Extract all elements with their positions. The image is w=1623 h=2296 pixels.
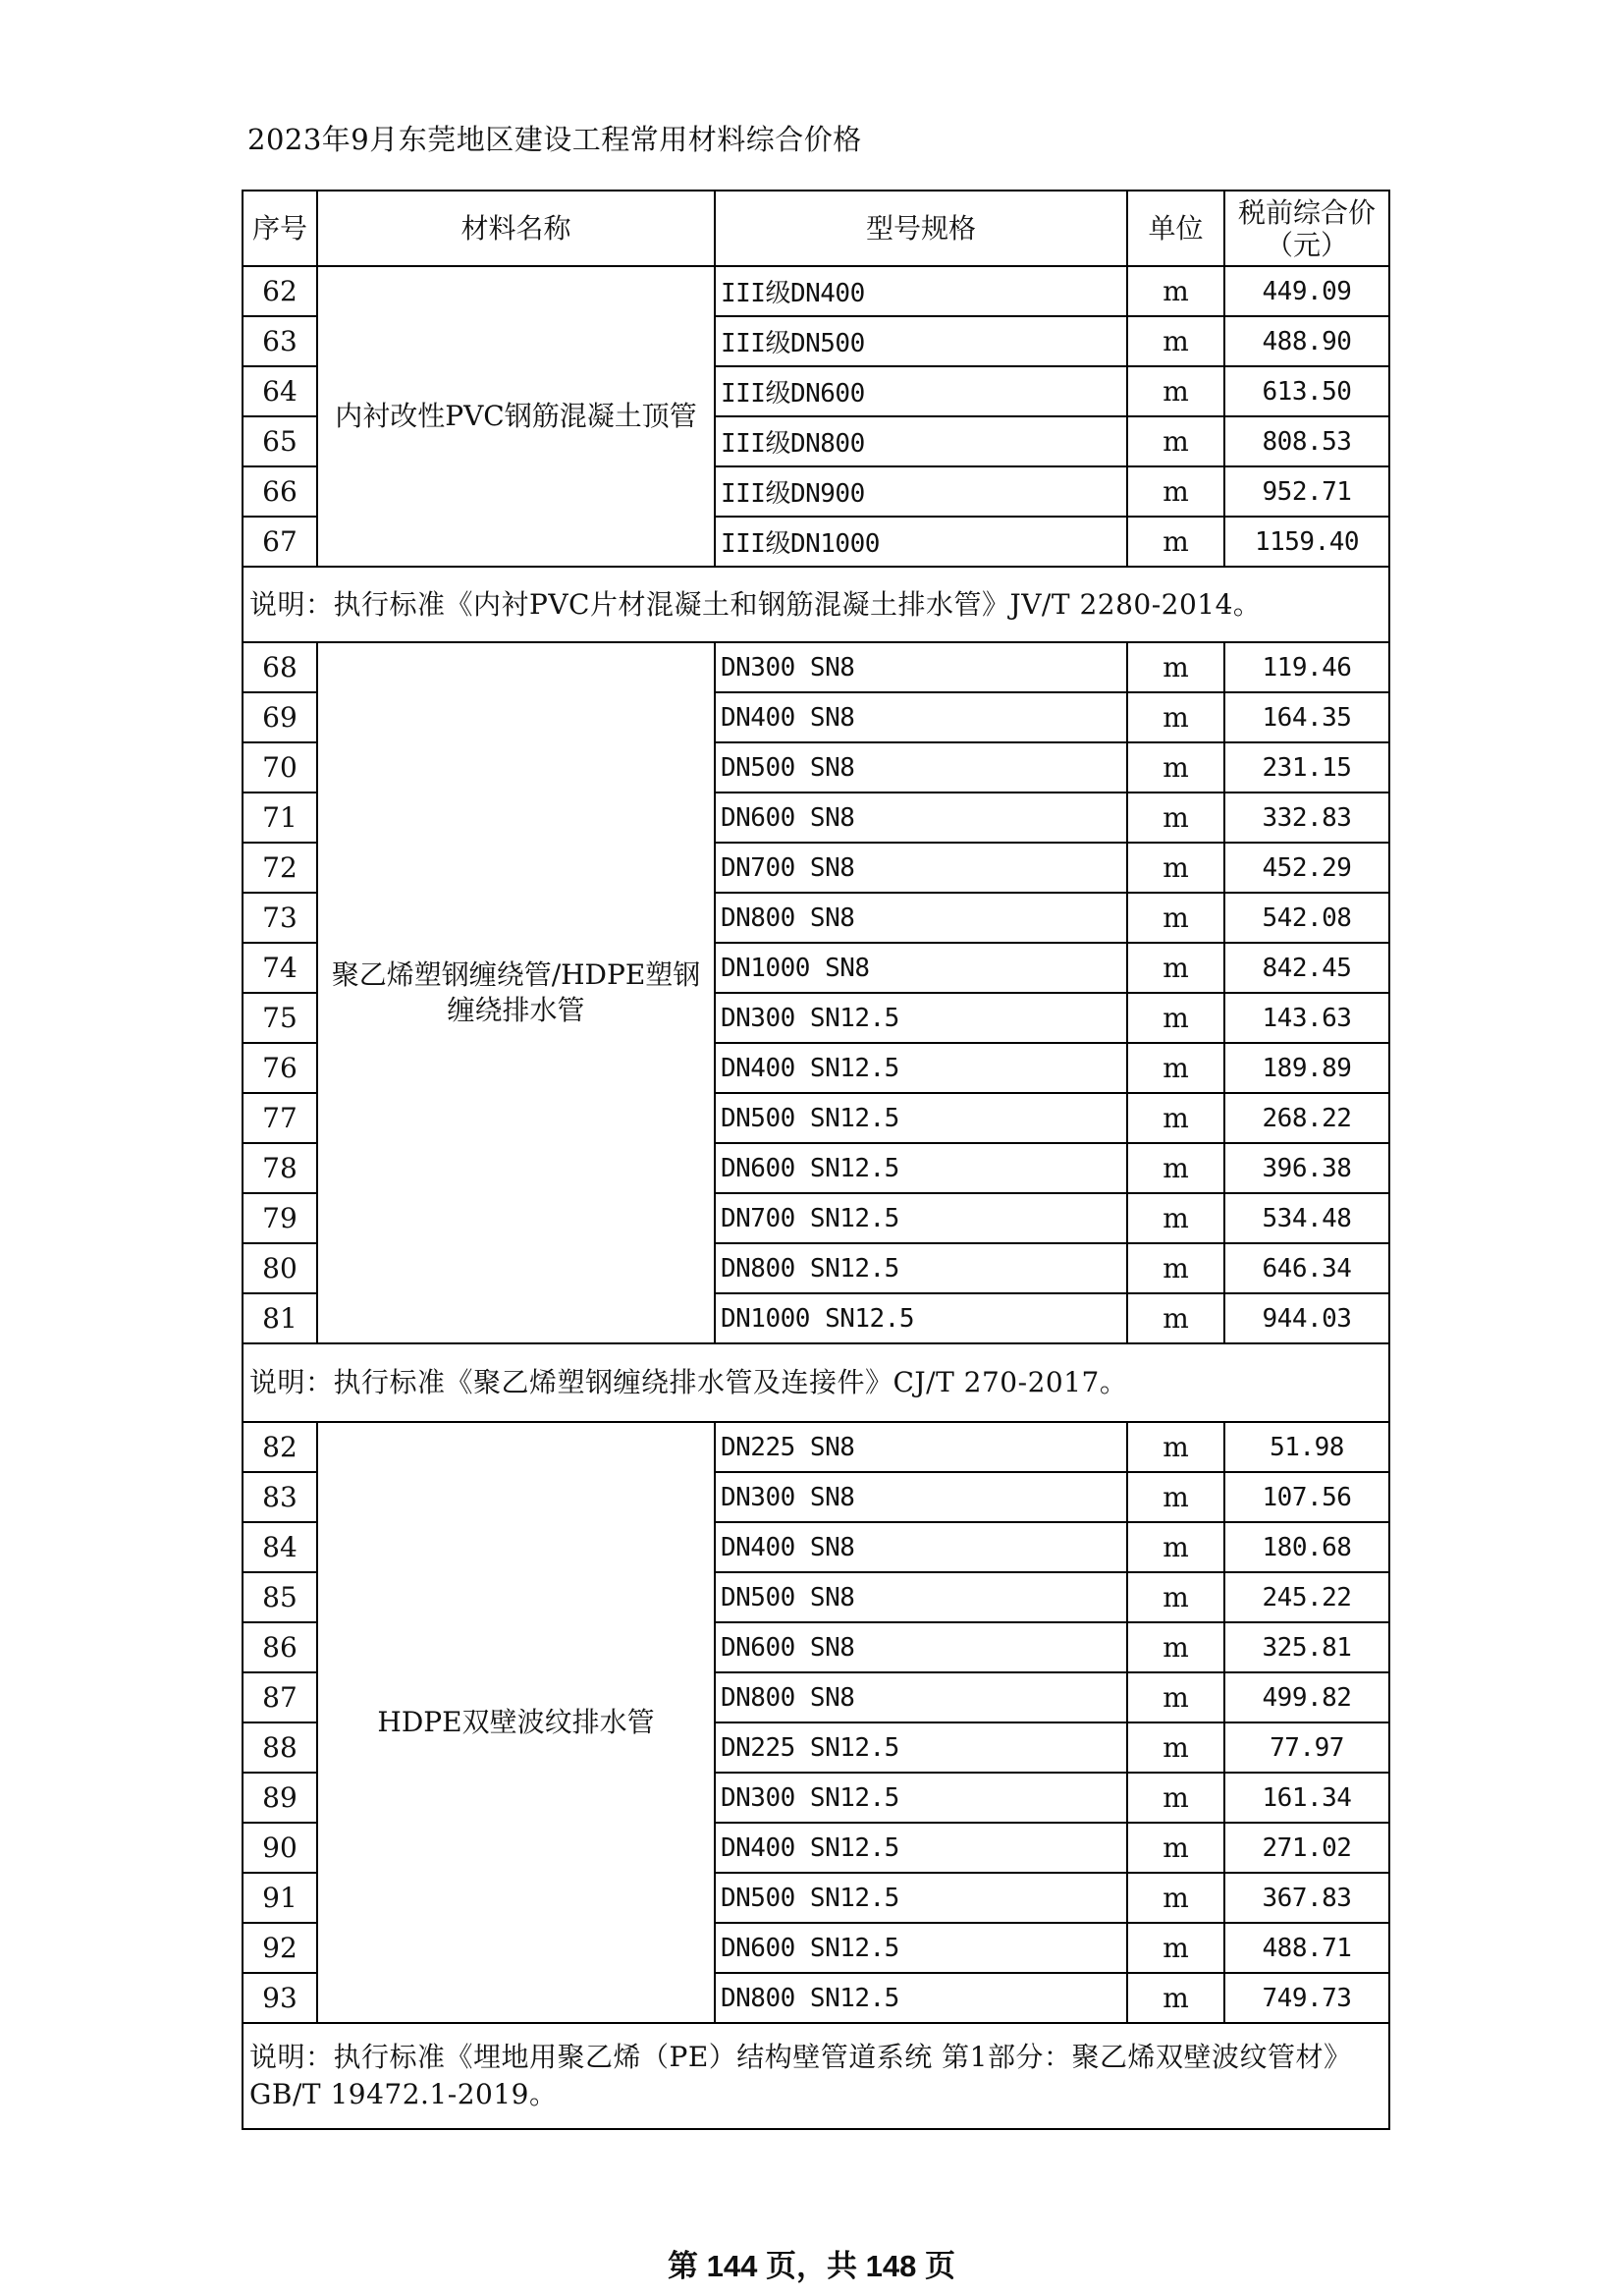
price-cell: 180.68 (1224, 1522, 1389, 1572)
unit-cell: m (1127, 1422, 1224, 1472)
unit-cell: m (1127, 993, 1224, 1043)
spec-cell: DN1000 SN12.5 (715, 1293, 1127, 1343)
spec-cell: DN300 SN12.5 (715, 993, 1127, 1043)
note-row (243, 567, 1389, 642)
price-cell: 77.97 (1224, 1722, 1389, 1773)
spec-cell: DN500 SN8 (715, 1572, 1127, 1622)
row-index: 81 (243, 1293, 317, 1343)
spec-cell: III级DN1000 (715, 517, 1127, 567)
header-index: 序号 (243, 191, 317, 266)
unit-cell: m (1127, 1722, 1224, 1773)
row-index: 76 (243, 1043, 317, 1093)
unit-cell: m (1127, 793, 1224, 843)
unit-cell: m (1127, 466, 1224, 517)
row-index: 70 (243, 742, 317, 793)
table-row (243, 642, 1389, 692)
row-index: 74 (243, 943, 317, 993)
unit-cell: m (1127, 1973, 1224, 2023)
unit-cell: m (1127, 843, 1224, 893)
standard-note: 说明：执行标准《聚乙烯塑钢缠绕排水管及连接件》CJ/T 270-2017。 (243, 1343, 1389, 1422)
price-cell: 613.50 (1224, 366, 1389, 416)
price-cell: 749.73 (1224, 1973, 1389, 2023)
unit-cell: m (1127, 266, 1224, 316)
unit-cell: m (1127, 742, 1224, 793)
row-index: 65 (243, 416, 317, 466)
row-index: 88 (243, 1722, 317, 1773)
price-table (242, 190, 1390, 2130)
row-index: 86 (243, 1622, 317, 1672)
spec-cell: DN225 SN12.5 (715, 1722, 1127, 1773)
row-index: 90 (243, 1823, 317, 1873)
unit-cell: m (1127, 1622, 1224, 1672)
header-price-line1: 税前综合价 (1237, 195, 1376, 229)
standard-note: 说明：执行标准《埋地用聚乙烯（PE）结构壁管道系统 第1部分：聚乙烯双壁波纹管材》GB/T 19472.1-2019。 (243, 2023, 1389, 2129)
row-index: 78 (243, 1143, 317, 1193)
note-row (243, 1343, 1389, 1422)
row-index: 83 (243, 1472, 317, 1522)
standard-note: 说明：执行标准《内衬PVC片材混凝土和钢筋混凝土排水管》JV/T 2280-2014。 (243, 567, 1389, 642)
spec-cell: DN700 SN8 (715, 843, 1127, 893)
price-cell: 449.09 (1224, 266, 1389, 316)
price-cell: 1159.40 (1224, 517, 1389, 567)
unit-cell: m (1127, 642, 1224, 692)
row-index: 62 (243, 266, 317, 316)
price-cell: 161.34 (1224, 1773, 1389, 1823)
spec-cell: DN500 SN12.5 (715, 1093, 1127, 1143)
material-name: HDPE双壁波纹排水管 (317, 1422, 715, 2023)
unit-cell: m (1127, 1672, 1224, 1722)
spec-cell: DN800 SN12.5 (715, 1973, 1127, 2023)
spec-cell: DN600 SN8 (715, 1622, 1127, 1672)
spec-cell: DN300 SN8 (715, 642, 1127, 692)
unit-cell: m (1127, 366, 1224, 416)
spec-cell: III级DN800 (715, 416, 1127, 466)
price-cell: 452.29 (1224, 843, 1389, 893)
unit-cell: m (1127, 1472, 1224, 1522)
price-cell: 51.98 (1224, 1422, 1389, 1472)
unit-cell: m (1127, 1093, 1224, 1143)
row-index: 73 (243, 893, 317, 943)
unit-cell: m (1127, 943, 1224, 993)
row-index: 85 (243, 1572, 317, 1622)
price-cell: 107.56 (1224, 1472, 1389, 1522)
row-index: 84 (243, 1522, 317, 1572)
row-index: 82 (243, 1422, 317, 1472)
unit-cell: m (1127, 692, 1224, 742)
spec-cell: III级DN600 (715, 366, 1127, 416)
row-index: 69 (243, 692, 317, 742)
header-price (1224, 191, 1389, 266)
table-body (243, 266, 1389, 2129)
price-cell: 189.89 (1224, 1043, 1389, 1093)
unit-cell: m (1127, 1572, 1224, 1622)
spec-cell: DN400 SN8 (715, 692, 1127, 742)
spec-cell: III级DN400 (715, 266, 1127, 316)
price-cell: 488.71 (1224, 1923, 1389, 1973)
price-cell: 119.46 (1224, 642, 1389, 692)
spec-cell: DN300 SN12.5 (715, 1773, 1127, 1823)
spec-cell: DN600 SN12.5 (715, 1143, 1127, 1193)
table-header-row (243, 191, 1389, 266)
price-cell: 268.22 (1224, 1093, 1389, 1143)
price-cell: 534.48 (1224, 1193, 1389, 1243)
price-cell: 944.03 (1224, 1293, 1389, 1343)
unit-cell: m (1127, 893, 1224, 943)
unit-cell: m (1127, 1043, 1224, 1093)
table-row (243, 1422, 1389, 1472)
unit-cell: m (1127, 1773, 1224, 1823)
row-index: 72 (243, 843, 317, 893)
unit-cell: m (1127, 1243, 1224, 1293)
row-index: 80 (243, 1243, 317, 1293)
spec-cell: DN225 SN8 (715, 1422, 1127, 1472)
table-row (243, 266, 1389, 316)
unit-cell: m (1127, 1193, 1224, 1243)
spec-cell: DN800 SN12.5 (715, 1243, 1127, 1293)
document-title: 2023年9月东莞地区建设工程常用材料综合价格 (247, 123, 862, 156)
spec-cell: DN400 SN12.5 (715, 1043, 1127, 1093)
unit-cell: m (1127, 1293, 1224, 1343)
price-cell: 542.08 (1224, 893, 1389, 943)
price-cell: 488.90 (1224, 316, 1389, 366)
spec-cell: DN500 SN12.5 (715, 1873, 1127, 1923)
price-cell: 143.63 (1224, 993, 1389, 1043)
price-cell: 646.34 (1224, 1243, 1389, 1293)
unit-cell: m (1127, 517, 1224, 567)
spec-cell: DN600 SN12.5 (715, 1923, 1127, 1973)
spec-cell: DN600 SN8 (715, 793, 1127, 843)
row-index: 64 (243, 366, 317, 416)
unit-cell: m (1127, 1143, 1224, 1193)
spec-cell: DN500 SN8 (715, 742, 1127, 793)
row-index: 68 (243, 642, 317, 692)
unit-cell: m (1127, 416, 1224, 466)
row-index: 92 (243, 1923, 317, 1973)
price-cell: 164.35 (1224, 692, 1389, 742)
spec-cell: III级DN500 (715, 316, 1127, 366)
spec-cell: DN800 SN8 (715, 893, 1127, 943)
unit-cell: m (1127, 1823, 1224, 1873)
unit-cell: m (1127, 1873, 1224, 1923)
row-index: 91 (243, 1873, 317, 1923)
material-name: 内衬改性PVC钢筋混凝土顶管 (317, 266, 715, 567)
price-cell: 808.53 (1224, 416, 1389, 466)
price-cell: 245.22 (1224, 1572, 1389, 1622)
spec-cell: DN400 SN8 (715, 1522, 1127, 1572)
unit-cell: m (1127, 1522, 1224, 1572)
row-index: 71 (243, 793, 317, 843)
row-index: 75 (243, 993, 317, 1043)
spec-cell: DN300 SN8 (715, 1472, 1127, 1522)
row-index: 93 (243, 1973, 317, 2023)
price-cell: 367.83 (1224, 1873, 1389, 1923)
price-cell: 332.83 (1224, 793, 1389, 843)
header-material-name: 材料名称 (317, 191, 715, 266)
header-spec: 型号规格 (715, 191, 1127, 266)
row-index: 63 (243, 316, 317, 366)
price-cell: 396.38 (1224, 1143, 1389, 1193)
page-footer: 第 144 页，共 148 页 (668, 2249, 955, 2283)
price-cell: 231.15 (1224, 742, 1389, 793)
price-cell: 842.45 (1224, 943, 1389, 993)
spec-cell: DN1000 SN8 (715, 943, 1127, 993)
spec-cell: III级DN900 (715, 466, 1127, 517)
spec-cell: DN400 SN12.5 (715, 1823, 1127, 1873)
material-name: 聚乙烯塑钢缠绕管/HDPE塑钢缠绕排水管 (317, 642, 715, 1343)
unit-cell: m (1127, 1923, 1224, 1973)
spec-cell: DN800 SN8 (715, 1672, 1127, 1722)
price-cell: 499.82 (1224, 1672, 1389, 1722)
note-row (243, 2023, 1389, 2129)
price-cell: 271.02 (1224, 1823, 1389, 1873)
price-cell: 325.81 (1224, 1622, 1389, 1672)
price-cell: 952.71 (1224, 466, 1389, 517)
row-index: 87 (243, 1672, 317, 1722)
row-index: 77 (243, 1093, 317, 1143)
row-index: 66 (243, 466, 317, 517)
spec-cell: DN700 SN12.5 (715, 1193, 1127, 1243)
header-unit: 单位 (1127, 191, 1224, 266)
row-index: 79 (243, 1193, 317, 1243)
unit-cell: m (1127, 316, 1224, 366)
header-price-line2: （元） (1265, 228, 1348, 261)
row-index: 89 (243, 1773, 317, 1823)
row-index: 67 (243, 517, 317, 567)
